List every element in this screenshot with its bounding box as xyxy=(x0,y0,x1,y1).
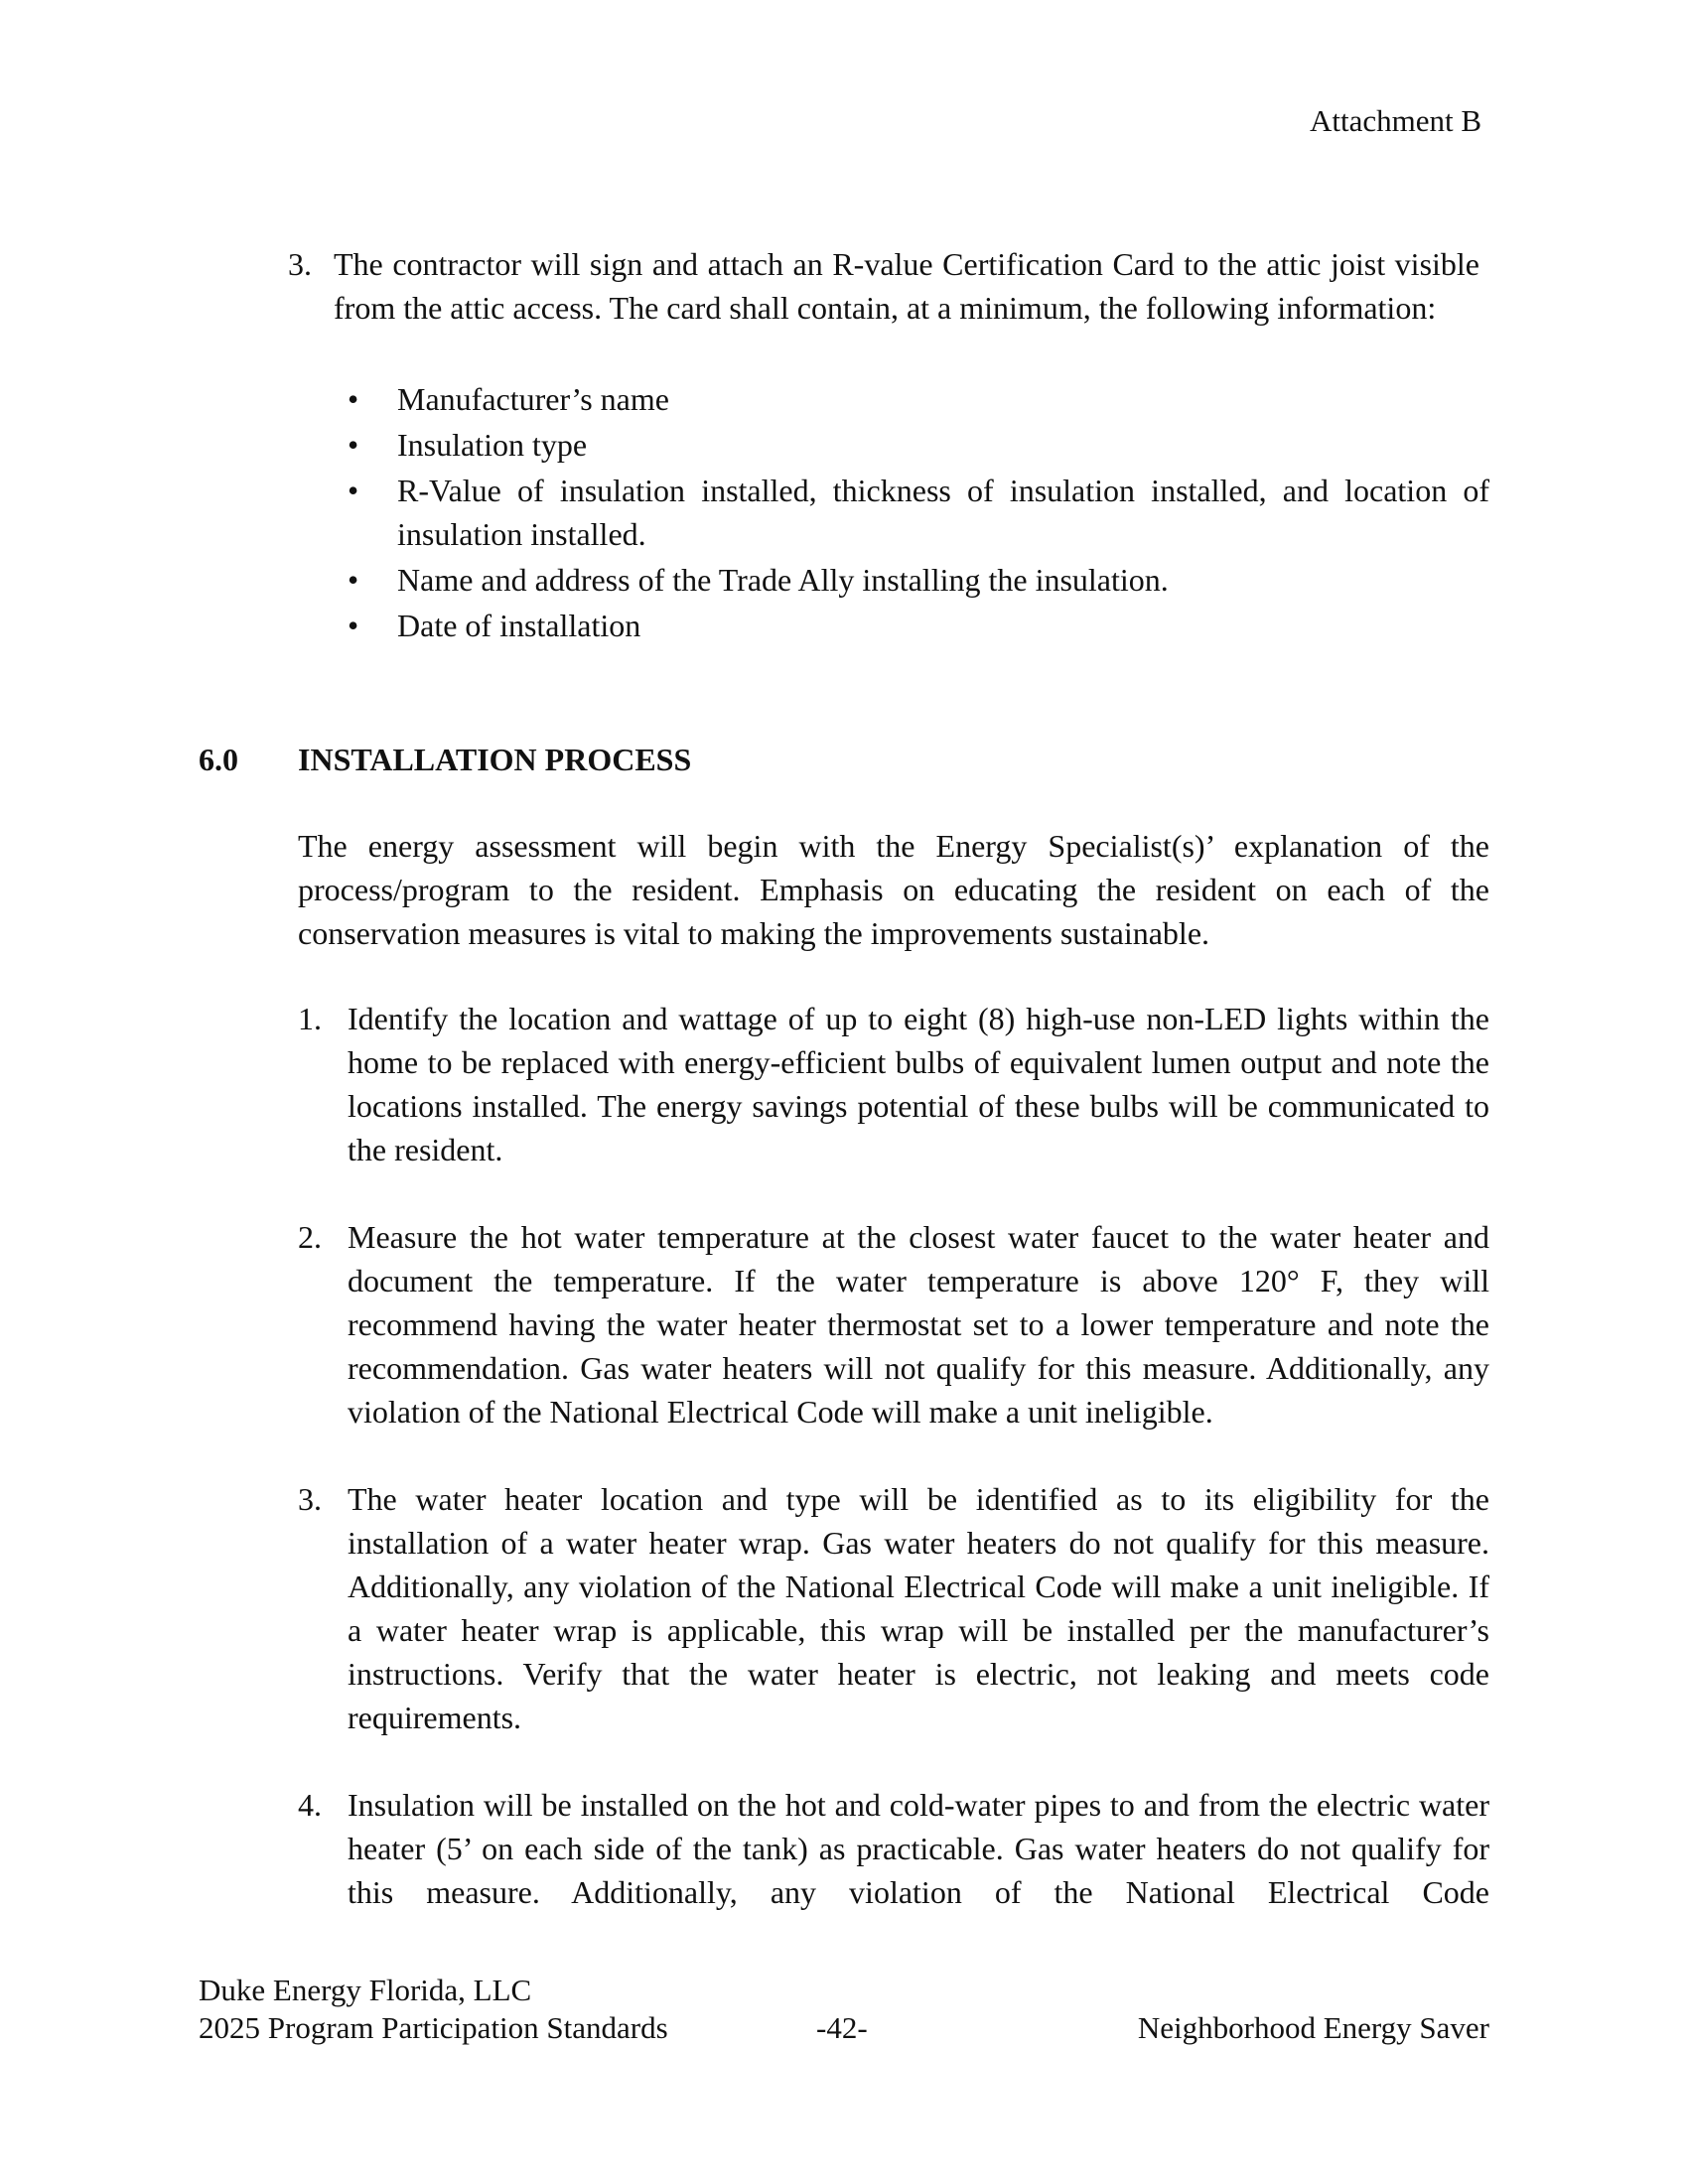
intro-paragraph: The energy assessment will begin with the Energy Specialist(s)’ explanation of the process/program to the resident. Emphasis on educating the resident on each of the conservation measures is vital to making the improvements sustainable. xyxy=(298,828,1489,951)
step-number: 2. xyxy=(298,1219,322,1255)
footer-program: Neighborhood Energy Saver xyxy=(1137,2010,1489,2045)
list-item xyxy=(348,377,1489,421)
bullet-icon: • xyxy=(348,562,359,598)
list-item xyxy=(348,423,1489,467)
page-number: -42- xyxy=(816,2010,868,2045)
card-info-list xyxy=(348,377,1489,649)
list-item-text: R-Value of insulation installed, thickness of insulation installed, and location of insulation installed. xyxy=(397,473,1489,552)
list-item xyxy=(348,604,1489,647)
process-step xyxy=(298,997,1489,1171)
step-number: 3. xyxy=(298,1481,322,1517)
item-text: The contractor will sign and attach an R-value Certification Card to the attic joist visible from the attic access. The card shall contain, at a minimum, the following information: xyxy=(334,246,1479,326)
step-text: Insulation will be installed on the hot and cold-water pipes to and from the electric water heater (5’ on each side of the tank) as practicable. Gas water heaters do not qualify for this measure. Additionally, any violation of the National Electrical Code xyxy=(348,1787,1489,1910)
section-number: 6.0 xyxy=(199,742,238,777)
bullet-icon: • xyxy=(348,608,359,643)
bullet-icon: • xyxy=(348,427,359,463)
footer-company: Duke Energy Florida, LLC xyxy=(199,1973,532,2007)
process-step xyxy=(298,1215,1489,1433)
list-item-text: Insulation type xyxy=(397,427,588,463)
step-text: Identify the location and wattage of up to eight (8) high-use non-LED lights within the home to be replaced with energy-efficient bulbs of equivalent lumen output and note the locations installed. The energy savings potential of these bulbs will be communicated to the resident. xyxy=(348,1001,1489,1167)
footer-standards: 2025 Program Participation Standards xyxy=(199,2010,668,2045)
list-item xyxy=(348,558,1489,602)
step-text: The water heater location and type will be identified as to its eligibility for the installation of a water heater wrap. Gas water heaters do not qualify for this measure. Additionally, any violation of the National Electrical Code will make a unit ineligible. If a water heater wrap is applicable, this wrap will be installed per the manufacturer’s instructions. Verify that the water heater is electric, not leaking and meets code requirements. xyxy=(348,1481,1489,1735)
bullet-icon: • xyxy=(348,473,359,508)
process-step xyxy=(298,1477,1489,1739)
section-title: INSTALLATION PROCESS xyxy=(298,742,692,777)
process-steps xyxy=(298,997,1489,1958)
list-item-text: Name and address of the Trade Ally installing the insulation. xyxy=(397,562,1169,598)
step-number: 1. xyxy=(298,1001,322,1036)
bullet-icon: • xyxy=(348,381,359,417)
list-item-text: Manufacturer’s name xyxy=(397,381,669,417)
list-item-text: Date of installation xyxy=(397,608,641,643)
step-number: 4. xyxy=(298,1787,322,1823)
list-item xyxy=(348,469,1489,556)
attachment-label: Attachment B xyxy=(1309,103,1481,138)
process-step xyxy=(298,1783,1489,1914)
step-text: Measure the hot water temperature at the closest water faucet to the water heater and document the temperature. If the water temperature is above 120° F, they will recommend having the water heater thermostat set to a lower temperature and note the recommendation. Gas water heaters will not qualify for this measure. Additionally, any violation of the National Electrical Code will make a unit ineligible. xyxy=(348,1219,1489,1430)
item-number: 3. xyxy=(288,246,312,282)
